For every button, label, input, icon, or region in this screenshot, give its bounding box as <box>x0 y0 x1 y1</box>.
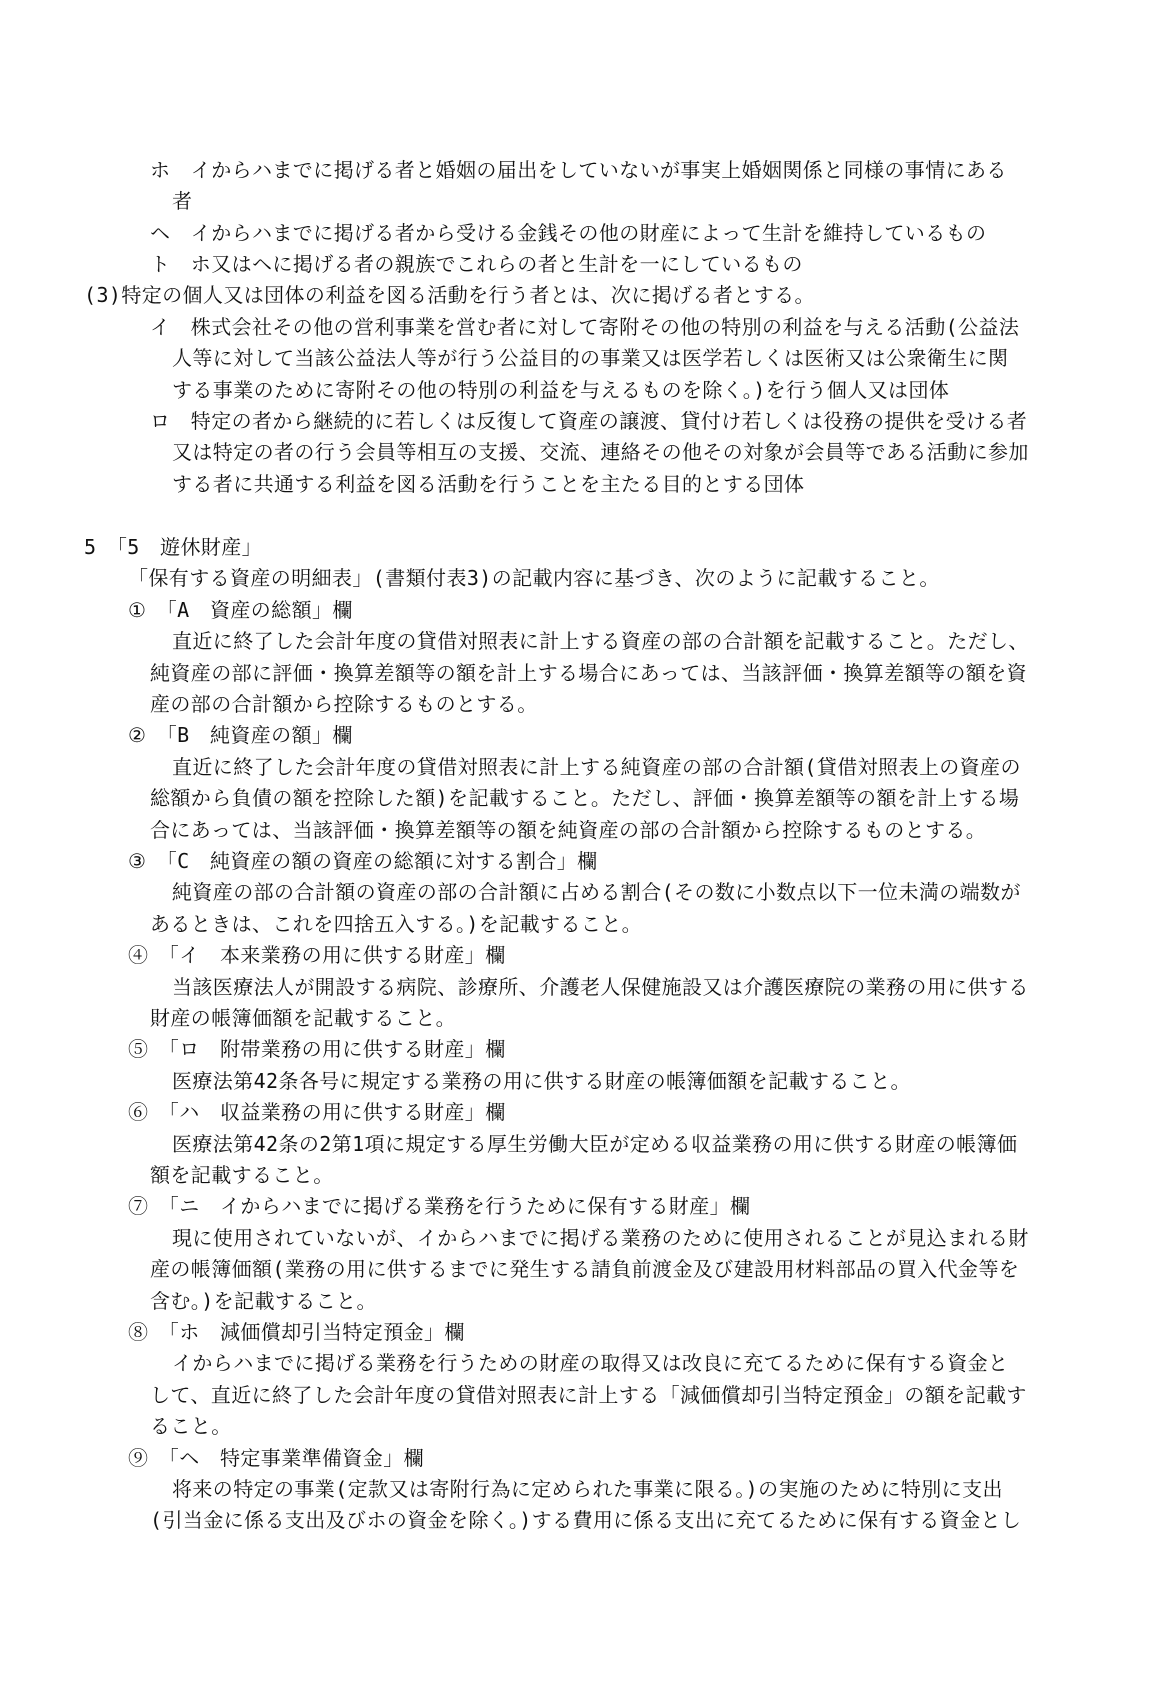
item-ro-line1: ロ 特定の者から継続的に若しくは反復して資産の譲渡、貸付け若しくは役務の提供を受ける者 <box>150 409 1028 433</box>
item-8-line3: ること。 <box>150 1414 232 1438</box>
item-ho-line2: 者 <box>172 189 193 213</box>
item-5-line1: 医療法第42条各号に規定する業務の用に供する財産の帳簿価額を記載すること。 <box>172 1069 911 1093</box>
item-1-line2: 純資産の部に評価・換算差額等の額を計上する場合にあっては、当該評価・換算差額等の額を資 <box>150 661 1027 685</box>
item-3-line1: 純資産の部の合計額の資産の部の合計額に占める割合(その数に小数点以下一位未満の端数が <box>172 880 1021 904</box>
item-7-line1: 現に使用されていないが、イからハまでに掲げる業務のために使用されることが見込まれる財 <box>172 1226 1029 1250</box>
item-2-line3: 合にあっては、当該評価・換算差額等の額を純資産の部の合計額から控除するものとする。 <box>150 818 987 842</box>
item-3-line2: あるときは、これを四捨五入する。)を記載すること。 <box>150 912 643 936</box>
item-2-line1: 直近に終了した会計年度の貸借対照表に計上する純資産の部の合計額(貸借対照表上の資産の <box>172 755 1021 779</box>
item-i-line1: イ 株式会社その他の営利事業を営む者に対して寄附その他の特別の利益を与える活動(公益法 <box>150 315 1020 339</box>
item-8-line2: して、直近に終了した会計年度の貸借対照表に計上する「減価償却引当特定預金」の額を記載す <box>150 1383 1027 1407</box>
paragraph-3-heading: (3)特定の個人又は団体の利益を図る活動を行う者とは、次に掲げる者とする。 <box>84 283 815 307</box>
item-7-heading: ⑦ 「ニ イからハまでに掲げる業務を行うために保有する財産」欄 <box>128 1194 751 1218</box>
item-5-heading: ⑤ 「ロ 附帯業務の用に供する財産」欄 <box>128 1037 506 1061</box>
item-8-heading: ⑧ 「ホ 減価償却引当特定預金」欄 <box>128 1320 465 1344</box>
item-4-line1: 当該医療法人が開設する病院、診療所、介護老人保健施設又は介護医療院の業務の用に供する <box>172 975 1029 999</box>
item-8-line1: イからハまでに掲げる業務を行うための財産の取得又は改良に充てるために保有する資金と <box>172 1351 1009 1375</box>
item-to: ト ホ又はヘに掲げる者の親族でこれらの者と生計を一にしているもの <box>150 252 803 276</box>
item-i-line2: 人等に対して当該公益法人等が行う公益目的の事業又は医学若しくは医術又は公衆衛生に関 <box>172 346 1009 370</box>
item-9-line2: (引当金に係る支出及びホの資金を除く。)する費用に係る支出に充てるために保有する資金とし <box>150 1508 1022 1532</box>
item-i-line3: する事業のために寄附その他の特別の利益を与えるものを除く。)を行う個人又は団体 <box>172 378 950 402</box>
item-1-line3: 産の部の合計額から控除するものとする。 <box>150 692 538 716</box>
item-6-line1: 医療法第42条の2第1項に規定する厚生労働大臣が定める収益業務の用に供する財産の帳簿価 <box>172 1132 1018 1156</box>
item-6-line2: 額を記載すること。 <box>150 1163 334 1187</box>
section-5-intro: 「保有する資産の明細表」(書類付表3)の記載内容に基づき、次のように記載すること。 <box>128 566 940 590</box>
item-9-line1: 将来の特定の事業(定款又は寄附行為に定められた事業に限る。)の実施のために特別に支出 <box>172 1477 1003 1501</box>
item-3-heading: ③ 「C 純資産の額の資産の総額に対する割合」欄 <box>128 849 598 873</box>
item-4-heading: ④ 「イ 本来業務の用に供する財産」欄 <box>128 943 506 967</box>
item-ro-line3: する者に共通する利益を図る活動を行うことを主たる目的とする団体 <box>172 472 805 496</box>
item-ro-line2: 又は特定の者の行う会員等相互の支援、交流、連絡その他その対象が会員等である活動に参加 <box>172 440 1029 464</box>
item-he: ヘ イからハまでに掲げる者から受ける金銭その他の財産によって生計を維持しているもの <box>150 221 987 245</box>
item-1-heading: ① 「A 資産の総額」欄 <box>128 598 353 622</box>
item-ho-line1: ホ イからハまでに掲げる者と婚姻の届出をしていないが事実上婚姻関係と同様の事情にある <box>150 158 1007 182</box>
section-5-heading: 5 「5 遊休財産」 <box>84 535 263 559</box>
item-2-line2: 総額から負債の額を控除した額)を記載すること。ただし、評価・換算差額等の額を計上する場 <box>150 786 1020 810</box>
item-7-line2: 産の帳簿価額(業務の用に供するまでに発生する請負前渡金及び建設用材料部品の買入代金等を <box>150 1257 1020 1281</box>
item-9-heading: ⑨ 「ヘ 特定事業準備資金」欄 <box>128 1446 424 1470</box>
item-6-heading: ⑥ 「ハ 収益業務の用に供する財産」欄 <box>128 1100 506 1124</box>
item-7-line3: 含む。)を記載すること。 <box>150 1289 377 1313</box>
item-2-heading: ② 「B 純資産の額」欄 <box>128 723 353 747</box>
item-1-line1: 直近に終了した会計年度の貸借対照表に計上する資産の部の合計額を記載すること。ただし、 <box>172 629 1029 653</box>
item-4-line2: 財産の帳簿価額を記載すること。 <box>150 1006 456 1030</box>
